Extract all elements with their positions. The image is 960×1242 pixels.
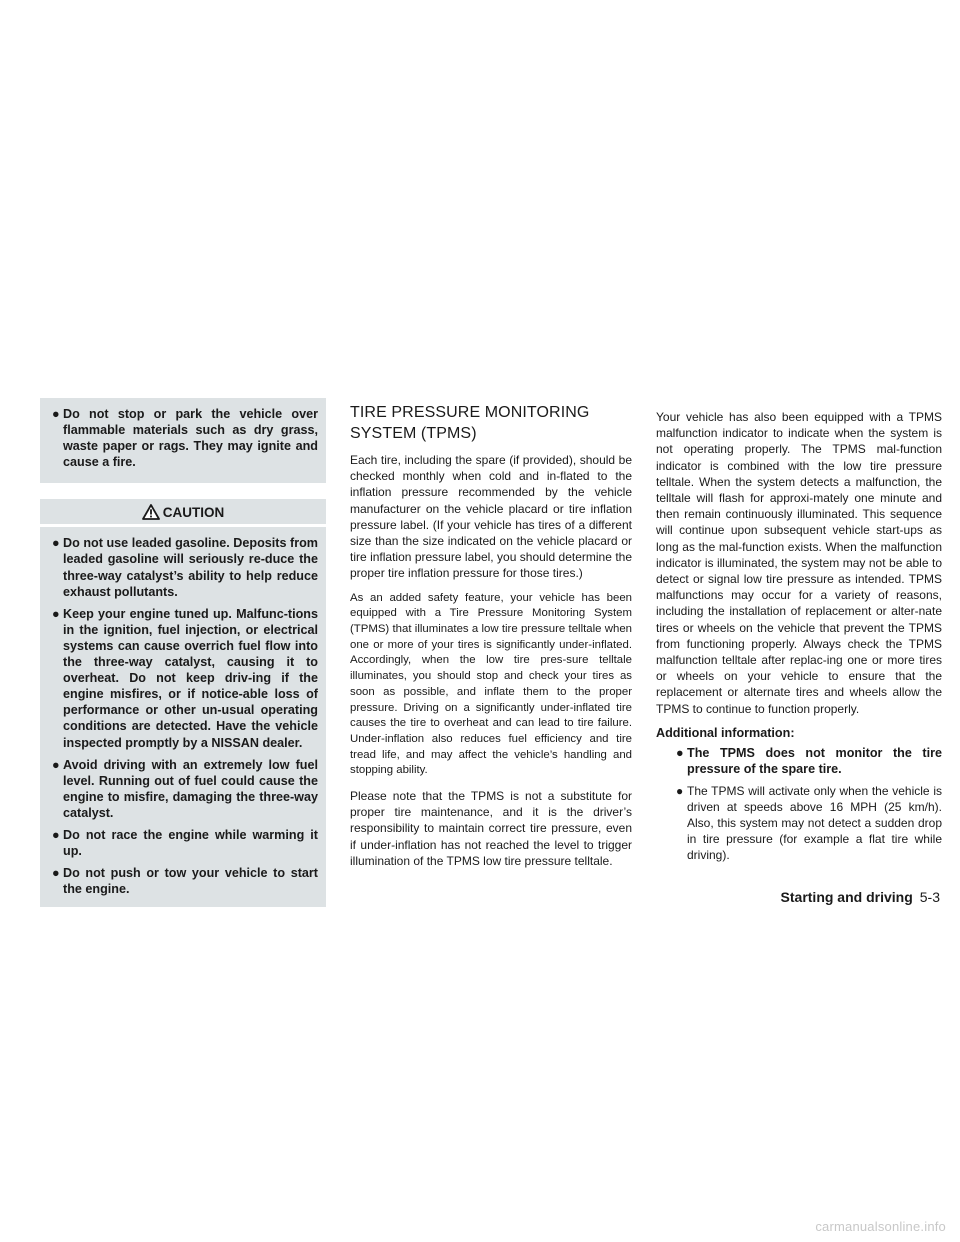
left-column: [40, 398, 326, 907]
caution-label: CAUTION: [162, 504, 225, 520]
right-column: [656, 409, 942, 869]
caution-header: [40, 499, 326, 524]
bullet-icon: ●: [52, 407, 60, 421]
paragraph: Please note that the TPMS is not a substitute for proper tire maintenance, and it is the driver’s responsibility to maintain correct tire pressure, even if under-inflation has not reached the level to trigger illumination of the TPMS low tire pressure telltale.: [350, 789, 632, 868]
additional-info-list: [656, 745, 942, 863]
paragraph: Your vehicle has also been equipped with a TPMS malfunction indicator to indicate when the system is not operating properly. The TPMS mal-function indicator is combined with the low tire pressure telltale. When the system detects a malfunction, the telltale will flash for approxi-mately one minute and then remain continuously illuminated. This sequence will continue upon subsequent vehicle start-ups as long as the mal-function exists. When the malfunction indicator is illuminated, the system may not be able to detect or signal low tire pressure as intended. TPMS malfunctions may occur for a variety of reasons, including the installation of replacement or alter-nate tires or wheels on the vehicle that prevent the TPMS from functioning properly. Always check the TPMS malfunction telltale after replac-ing one or more tires or wheels on your vehicle to ensure that the replacement or alternate tires and wheels allow the TPMS to continue to function properly.: [656, 410, 942, 716]
caution-bullet: ● Do not push or tow your vehicle to start the engine.: [48, 865, 318, 897]
caution-bullet: ● Avoid driving with an extremely low fuel level. Running out of fuel could cause the engine to misfire, damaging the three-way catalyst.: [48, 757, 318, 821]
section-heading: TIRE PRESSURE MONITORING SYSTEM (TPMS): [350, 404, 590, 442]
middle-column: [350, 402, 632, 878]
caution-bullet: ● Do not use leaded gasoline. Deposits from leaded gasoline will seriously re-duce the three-way catalyst’s ability to help reduce exhaust pollutants.: [48, 535, 318, 599]
bullet-icon: ●: [676, 745, 684, 760]
bullet-icon: ●: [676, 783, 684, 798]
bullet-icon: ●: [52, 757, 60, 772]
bullet-icon: ●: [52, 606, 60, 621]
bullet-icon: ●: [52, 536, 60, 551]
caution-bullet: ● Keep your engine tuned up. Malfunc-tions in the ignition, fuel injection, or electrical systems can cause overrich fuel flow into the three-way catalyst, causing it to overheat. Do not keep driv-ing if the engine misfires, or if notice-able loss of performance or other un-usual operating conditions are detected. Have the vehicle inspected promptly by a NISSAN dealer.: [48, 606, 318, 751]
warning-triangle-icon: [142, 504, 160, 520]
list-item: ● The TPMS will activate only when the vehicle is driven at speeds above 16 MPH (25 km/h). Also, this system may not detect a sudden drop in tire pressure (for example a flat tire while driving).: [656, 783, 942, 863]
paragraph: Each tire, including the spare (if provided), should be checked monthly when cold and in-flated to the inflation pressure recommended by the vehicle manufacturer on the vehicle placard or tire inflation pressure label. (If your vehicle has tires of a different size than the size indicated on the vehicle placard or tire inflation pressure label, you should determine the proper tire inflation pressure for those tires.): [350, 453, 632, 581]
warning-box: [40, 398, 326, 483]
caution-bullet: ● Do not race the engine while warming it up.: [48, 827, 318, 859]
watermark: carmanualsonline.info: [815, 1219, 946, 1234]
section-name: Starting and driving: [780, 889, 913, 905]
paragraph: As an added safety feature, your vehicle has been equipped with a Tire Pressure Monitoring System (TPMS) that illuminates a low tire pressure telltale when one or more of your tires is significantly under-inflated. Accordingly, when the low tire pres-sure telltale illuminates, you should stop and check your tires as soon as possible, and inflate them to the proper pressure. Driving on a significantly under-inflated tire causes the tire to overheat and can lead to tire failure. Under-inflation also reduces fuel efficiency and tire tread life, and may affect the vehicle’s handling and stopping ability.: [350, 591, 632, 777]
caution-box: [40, 527, 326, 907]
page-number: 5-3: [919, 889, 940, 905]
page-footer: [735, 889, 940, 905]
additional-info-heading: Additional information:: [656, 725, 795, 740]
list-item: ● The TPMS does not monitor the tire pressure of the spare tire.: [656, 745, 942, 777]
warning-bullet: ● Do not stop or park the vehicle over flammable materials such as dry grass, waste paper or rags. They may ignite and cause a fire.: [48, 406, 318, 470]
bullet-icon: ●: [52, 827, 60, 842]
bullet-icon: ●: [52, 866, 60, 881]
